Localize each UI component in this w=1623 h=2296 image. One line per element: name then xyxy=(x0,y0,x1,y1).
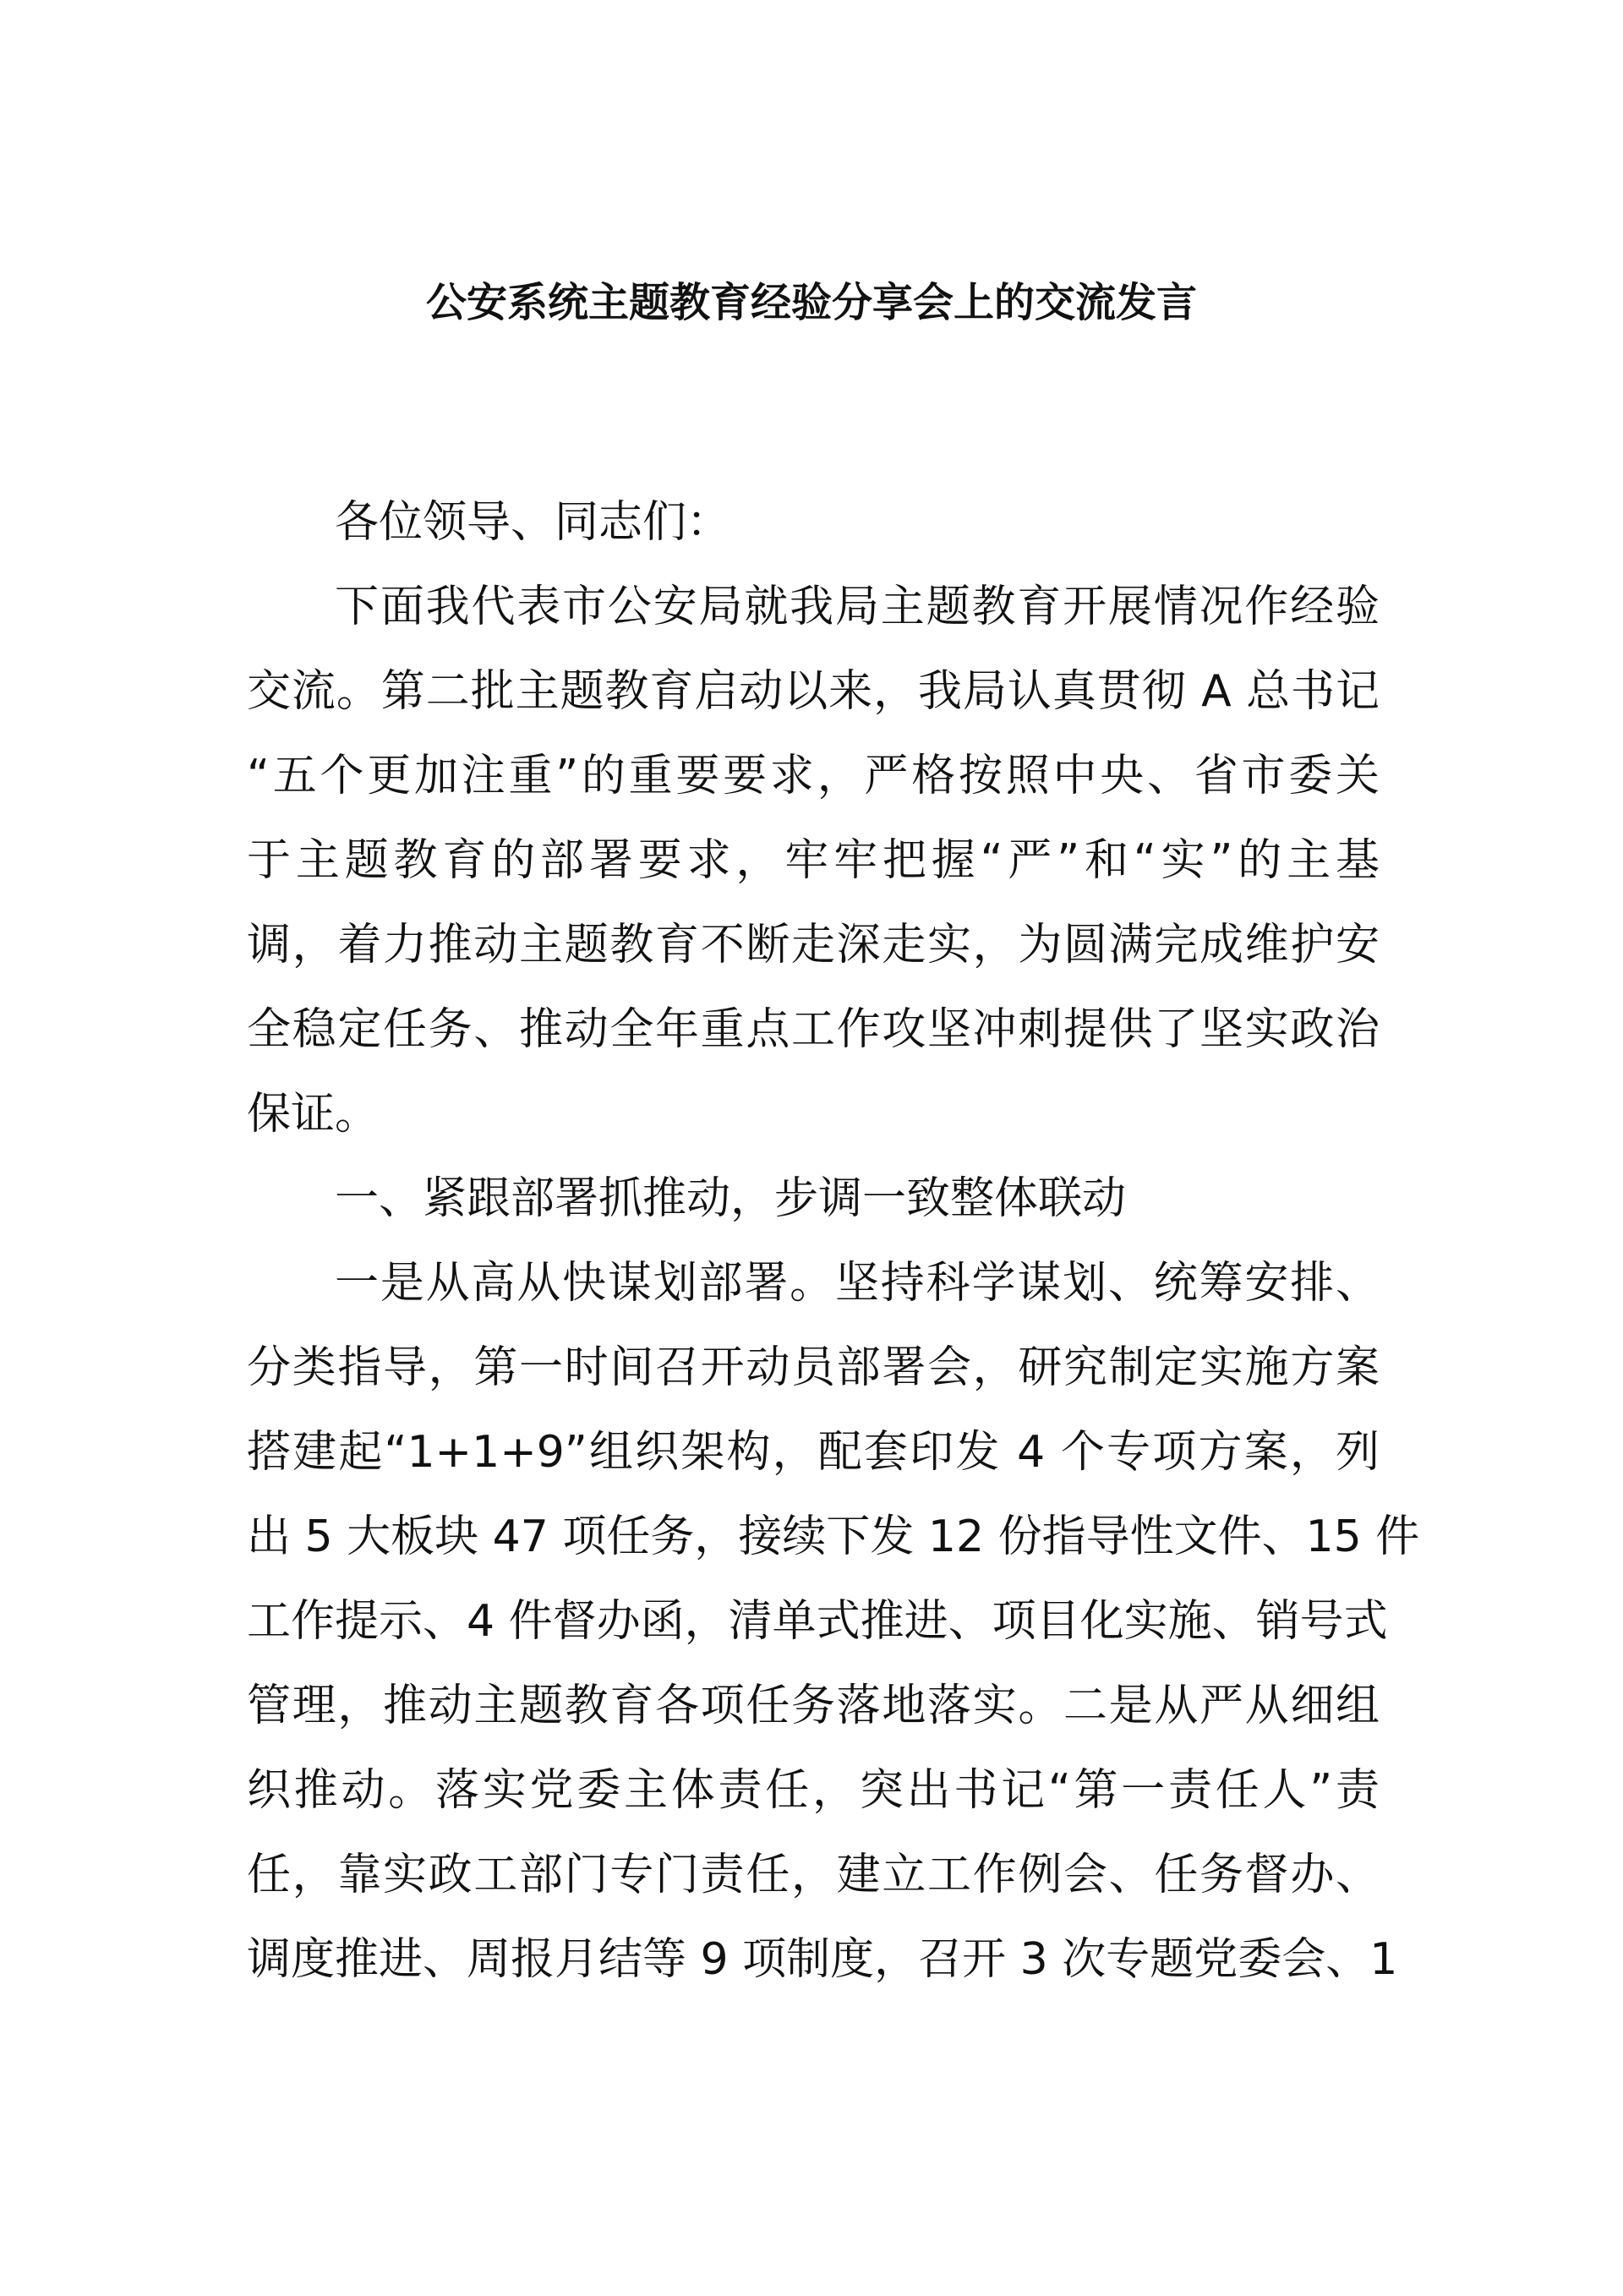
paragraph-line: 于主题教育的部署要求，牢牢把握“严”和“实”的主基 xyxy=(247,835,1380,886)
paragraph-line: “五个更加注重”的重要要求，严格按照中央、省市委关 xyxy=(247,751,1380,801)
paragraph-line: 全稳定任务、推动全年重点工作攻坚冲刺提供了坚实政治 xyxy=(247,1004,1380,1055)
section-heading: 一、紧跟部署抓推动，步调一致整体联动 xyxy=(335,1173,1127,1224)
paragraph-line: 保证。 xyxy=(247,1089,380,1140)
paragraph-line: 出 5 大板块 47 项任务，接续下发 12 份指导性文件、15 件 xyxy=(247,1512,1420,1562)
paragraph-line: 分类指导，第一时间召开动员部署会，研究制定实施方案 xyxy=(247,1342,1380,1393)
paragraph-line: 一是从高从快谋划部署。坚持科学谋划、统筹安排、 xyxy=(335,1258,1380,1309)
paragraph-line: 下面我代表市公安局就我局主题教育开展情况作经验 xyxy=(335,582,1380,632)
paragraph-line: 交流。第二批主题教育启动以来，我局认真贯彻 A 总书记 xyxy=(247,666,1380,717)
paragraph-line: 调度推进、周报月结等 9 项制度，召开 3 次专题党委会、1 xyxy=(247,1934,1398,1985)
document-title: 公安系统主题教育经验分享会上的交流发言 xyxy=(425,279,1197,326)
paragraph-line: 任，靠实政工部门专门责任，建立工作例会、任务督办、 xyxy=(247,1850,1380,1900)
paragraph-line: 管理，推动主题教育各项任务落地落实。二是从严从细组 xyxy=(247,1681,1380,1731)
salutation: 各位领导、同志们： xyxy=(335,497,731,548)
paragraph-line: 搭建起“1+1+9”组织架构，配套印发 4 个专项方案，列 xyxy=(247,1427,1380,1478)
paragraph-line: 工作提示、4 件督办函，清单式推进、项目化实施、销号式 xyxy=(247,1596,1388,1647)
paragraph-line: 调，着力推动主题教育不断走深走实，为圆满完成维护安 xyxy=(247,920,1380,970)
paragraph-line: 织推动。落实党委主体责任，突出书记“第一责任人”责 xyxy=(247,1765,1380,1816)
